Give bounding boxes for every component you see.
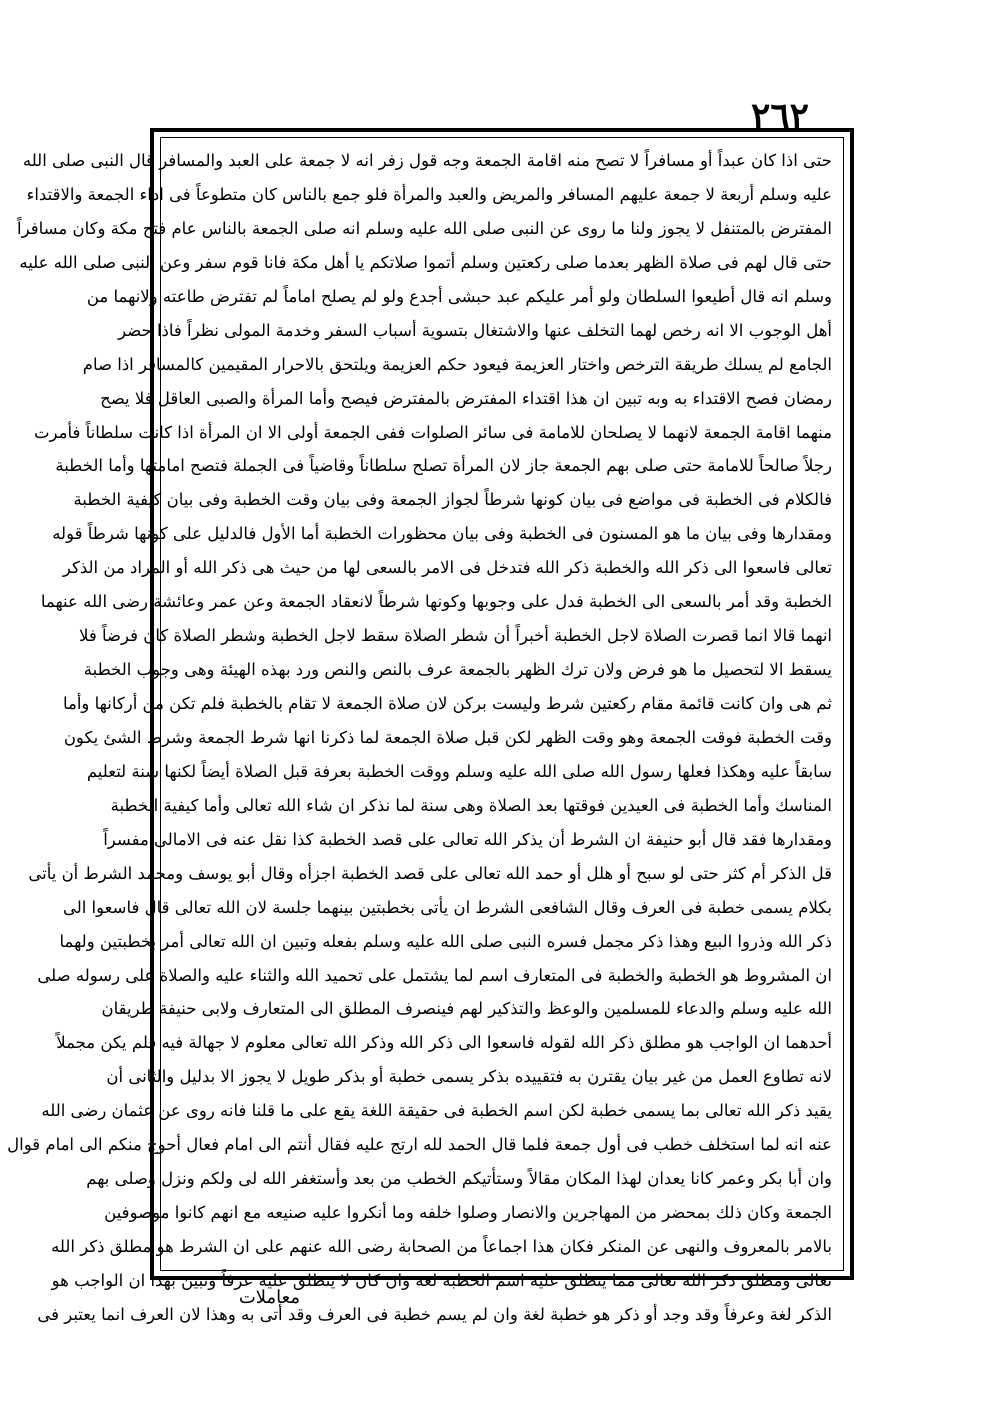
- text-line: المفترض بالمتنفل لا يجوز ولنا ما روى عن النبى صلى الله عليه وسلم انه صلى الجمعة بالناس عام فتح مكة وكان مسافراً: [17, 218, 832, 238]
- text-line: منهما اقامة الجمعة لانهما لا يصلحان للامامة فى سائر الصلوات ففى الجمعة أولى الا ان المرأة اذا كانت سلطاناً فأمرت: [34, 422, 832, 442]
- text-line: الجمعة وكان ذلك بمحضر من المهاجرين والانصار وصلوا خلفه وما أنكروا عليه صنيعه مع انهم كانوا موصوفين: [104, 1203, 832, 1223]
- text-line: أهل الوجوب الا انه رخص لهما التخلف عنها والاشتغال بتسوية أسباب السفر وخدمة المولى نظراً فاذا حضر: [118, 320, 832, 340]
- text-line: يسقط الا لتحصيل ما هو فرض ولان ترك الظهر بالجمعة عرف بالنص والنص ورد بهذه الهيئة وهى وجوب الخطبة: [83, 660, 832, 680]
- text-line: أحدهما ان الواجب هو مطلق ذكر الله لقوله فاسعوا الى ذكر الله وذكر الله تعالى معلوم لا جهالة فيه فلم يكن مجملاً: [56, 1033, 832, 1053]
- text-line: رمضان فصح الاقتداء به وبه تبين ان هذا اقتداء المفترض بالمفترض فيصح وأما المرأة والصبى العاقل فلا يصح: [100, 388, 832, 408]
- text-line: تعالى ومطلق ذكر الله تعالى مما ينطلق عليه اسم الخطبة لغة وان كان لا ينطلق عليه عرفاً وتبين بهذا ان الواجب هو: [51, 1270, 832, 1290]
- text-line: الخطبة وقد أمر بالسعى الى الخطبة فدل على وجوبها وكونها شرطاً لانعقاد الجمعة وعن عمر وعائشة رضى الله عنهما: [40, 592, 832, 612]
- page-number: ٢٦٢: [750, 95, 809, 137]
- text-line: لانه تطاوع العمل من غير بيان يقترن به فتقييده بذكر يسمى خطبة أو بذكر طويل لا يجوز الا بدليل والثانى أن: [106, 1067, 832, 1087]
- text-line: انهما قالا انما قصرت الصلاة لاجل الخطبة أخبراً أن شطر الصلاة سقط لاجل الخطبة وشطر الصلاة كان فرضاً فلا: [79, 626, 832, 646]
- text-line: عنه انه لما استخلف خطب فى أول جمعة فلما قال الحمد لله ارتج عليه فقال أنتم الى امام فعال أحوج منكم الى امام قوال: [7, 1135, 832, 1155]
- text-line: الذكر لغة وعرفاً وقد وجد أو ذكر هو خطبة لغة وان لم يسم خطبة فى العرف وقد أتى به وهذا لان العرف انما يعتبر فى: [37, 1304, 832, 1324]
- text-line: ذكر الله وذروا البيع وهذا ذكر مجمل فسره النبى صلى الله عليه وسلم بفعله وتبين ان الله تعالى أمر بخطبتين ولهما: [59, 931, 832, 951]
- text-line: قل الذكر أم كثر حتى لو سبح أو هلل أو حمد الله تعالى على قصد الخطبة اجزأه وقال أبو يوسف ومحمد الشرط أن يأتى: [28, 863, 832, 883]
- text-line: ان المشروط هو الخطبة والخطبة فى المتعارف اسم لما يشتمل على تحميد الله والثناء عليه والصلاة على رسوله صلى: [37, 965, 832, 985]
- text-line: بالامر بالمعروف والنهى عن المنكر فكان هذا اجماعاً من الصحابة رضى الله عنهم على ان الشرط هو مطلق ذكر الله: [51, 1237, 832, 1256]
- text-line: الله عليه وسلم والدعاء للمسلمين والوعظ والتذكير لهم فينصرف المطلق الى المتعارف ولابى حنيفة طريقان: [101, 999, 832, 1019]
- text-line: سابقاً عليه وهكذا فعلها رسول الله صلى الله عليه وسلم ووقت الخطبة بعرفة قبل الصلاة أيضاً لكنها سنة لتعليم: [86, 761, 832, 781]
- text-line: وقت الخطبة فوقت الجمعة وهو وقت الظهر لكن قبل صلاة الجمعة لما ذكرنا انها شرط الجمعة وشرط الشئ يكون: [63, 727, 832, 747]
- text-line: وسلم انه قال أطيعوا السلطان ولو أمر عليكم عبد حبشى أجدع ولو لم يصلح اماماً لم تفترض طاعته ولانهما من: [86, 286, 832, 306]
- text-line: يقيد ذكر الله تعالى بما يسمى خطبة لكن اسم الخطبة فى حقيقة اللغة يقع على ما قلنا فانه روى عن عثمان رضى الله: [41, 1101, 832, 1121]
- text-line: بكلام يسمى خطبة فى العرف وقال الشافعى الشرط ان يأتى بخطبتين بينهما جلسة لان الله تعالى قال فاسعوا الى: [62, 897, 832, 917]
- text-line: تعالى فاسعوا الى ذكر الله والخطبة ذكر الله فتدخل فى الامر بالسعى لها من حيث هى ذكر الله أو المراد من الذكر: [62, 558, 832, 578]
- catchword: معاملات: [238, 1287, 300, 1308]
- text-line: حتى قال لهم فى صلاة الظهر بعدما صلى ركعتين وسلم أتموا صلاتكم يا أهل مكة فانا قوم سفر وعن النبى صلى الله عليه: [19, 252, 832, 272]
- text-line: المناسك وأما الخطبة فى العيدين فوقتها بعد الصلاة وهى سنة لما نذكر ان شاء الله تعالى وأما كيفية الخطبة: [110, 795, 832, 815]
- text-line: وان أبا بكر وعمر كانا يعدان لهذا المكان مقالاً وستأتيكم الخطب من بعد وأستغفر الله لى ولكم ونزل وصلى بهم: [86, 1169, 832, 1189]
- text-line: فالكلام فى الخطبة فى مواضع فى بيان كونها شرطاً لجواز الجمعة وفى بيان وقت الخطبة وفى بيان كيفية الخطبة: [73, 490, 832, 510]
- text-line: عليه وسلم أربعة لا جمعة عليهم المسافر والمريض والعبد والمرأة فلو جمع بالناس كان متطوعاً فى اداء الجمعة والاقتداء: [26, 184, 832, 204]
- text-line: ثم هى وان كانت قائمة مقام ركعتين شرط وليست بركن لان صلاة الجمعة لا تقام بالخطبة فلم تكن من أركانها وأما: [62, 694, 832, 713]
- text-line: ومقدارها فقد قال أبو حنيفة ان الشرط أن يذكر الله تعالى على قصد الخطبة كذا نقل عنه فى الامالى مفسراً: [103, 829, 832, 849]
- text-line: ومقدارها وفى بيان ما هو المسنون فى الخطبة وفى بيان محظورات الخطبة أما الأول فالدليل على كونها شرطاً قوله: [52, 524, 832, 544]
- text-line: رجلاً صالحاً للامامة حتى صلى بهم الجمعة جاز لان المرأة تصلح سلطاناً وقاضياً فى الجملة فتصح امامتها وأما الخطبة: [55, 456, 832, 476]
- text-line: الجامع لم يسلك طريقة الترخص واختار العزيمة فيعود حكم العزيمة ويلتحق بالاحرار المقيمين كالمسافر اذا صام: [82, 354, 832, 374]
- text-line: حتى اذا كان عبداً أو مسافراً لا تصح منه اقامة الجمعة وجه قول زفر انه لا جمعة على العبد والمسافر قال النبى صلى الله: [22, 151, 832, 170]
